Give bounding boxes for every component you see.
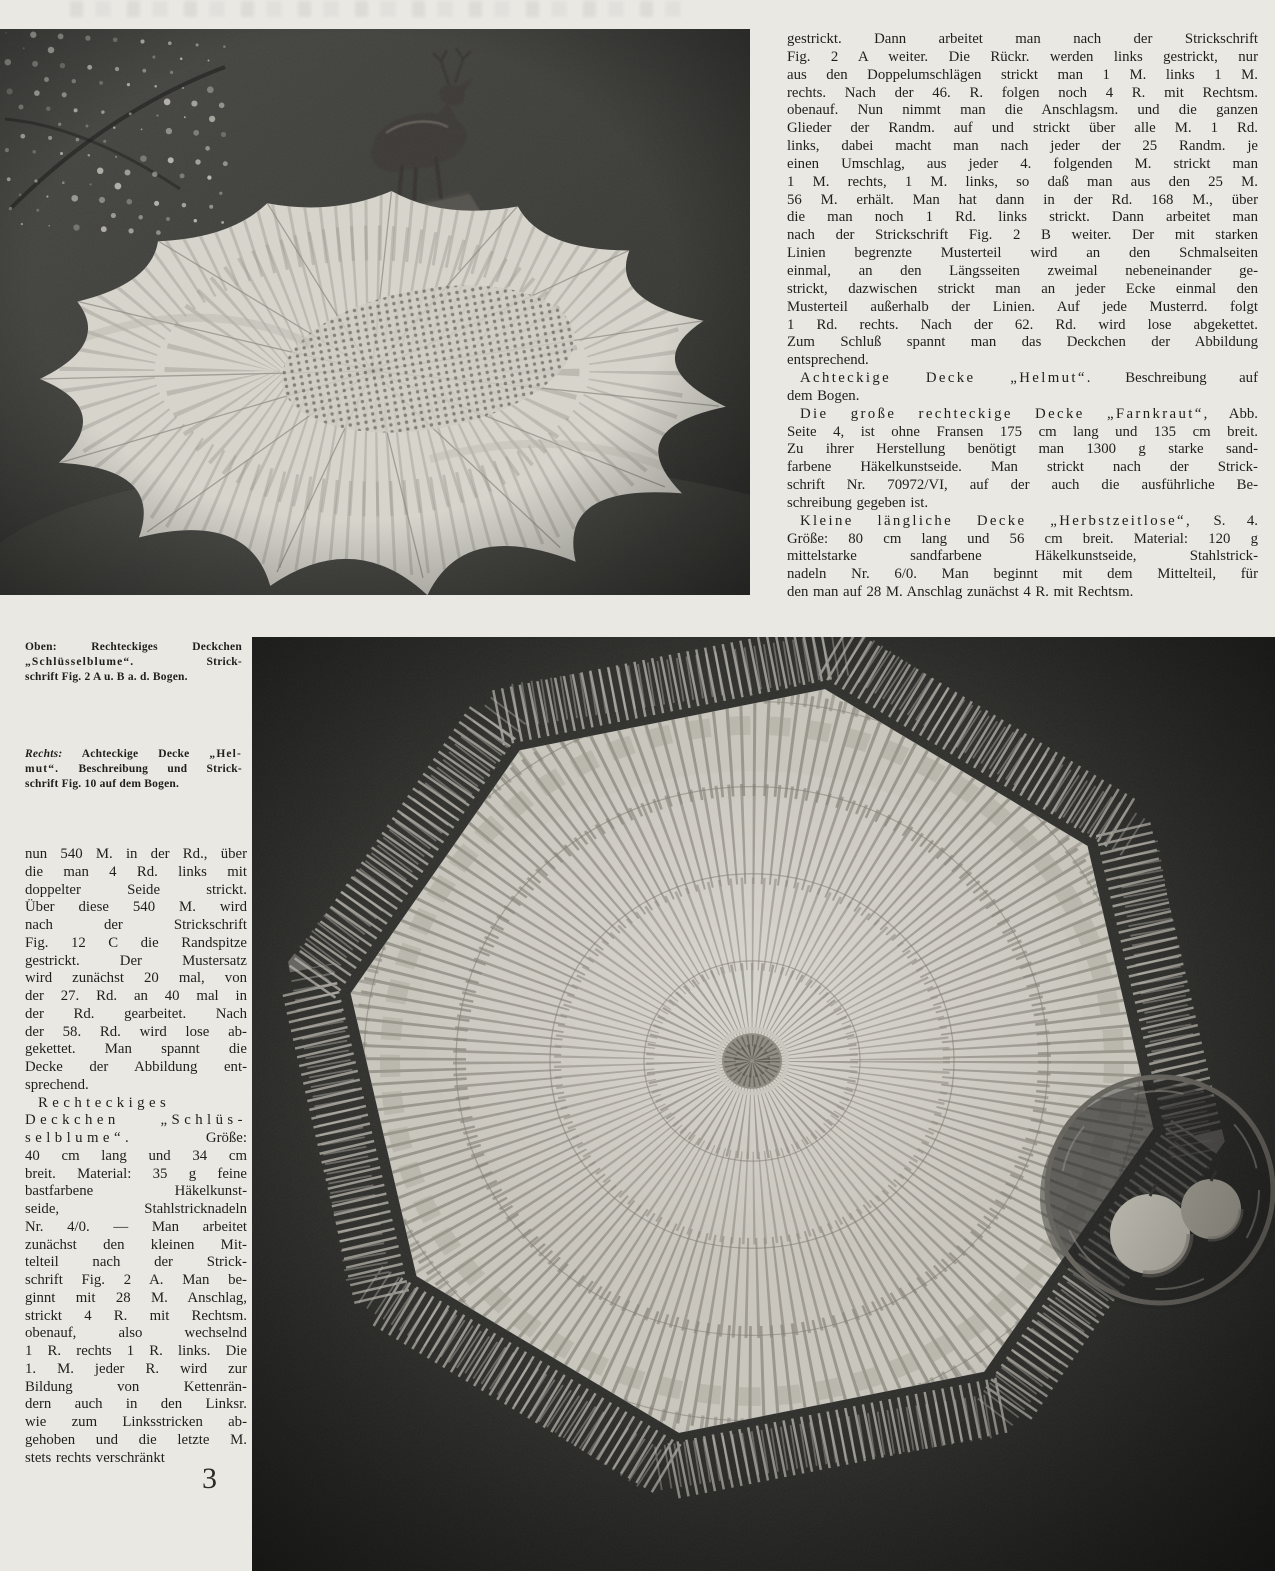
letterspaced-text: mut“. bbox=[25, 763, 60, 775]
text-line: rechts. Nach der 46. R. folgen noch 4 R. mit Rechtsm. bbox=[787, 84, 1258, 101]
photo-doily-schluesselblume bbox=[0, 29, 750, 595]
text-line: gekettet. Man spannt die bbox=[25, 1041, 247, 1058]
text-line: wird zunächst 20 mal, von bbox=[25, 970, 247, 987]
text-line bbox=[25, 1112, 247, 1130]
text-line: Nr. 4/0. — Man arbeitet bbox=[25, 1218, 247, 1235]
text-line: obenauf. Nun nimmt man die Anschlagsm. und die ganzen bbox=[787, 102, 1258, 119]
text-line: Musterteil außerhalb der Linien. Auf jede Musterrd. folgt bbox=[787, 298, 1258, 315]
text-line: Kleine längliche Decke „Herbstzeitlose“, S. 4. bbox=[800, 512, 1258, 529]
text-line: der 58. Rd. wird lose ab- bbox=[25, 1023, 247, 1040]
text-line: Größe: 80 cm lang und 56 cm breit. Material: 120 g bbox=[787, 530, 1258, 547]
text-line: aus den Doppelumschlägen strickt man 1 M. links 1 M. bbox=[787, 66, 1258, 83]
text-line: gehoben und die letzte M. bbox=[25, 1431, 247, 1448]
text-line: 1. M. jeder R. wird zur bbox=[25, 1360, 247, 1377]
print-bleed-smudge bbox=[70, 1, 690, 17]
text-line: schrift Nr. 70972/VI, auf der auch die ausführliche Be- bbox=[787, 477, 1258, 494]
text-line: nach der Strickschrift Fig. 2 B weiter. Der mit starken bbox=[787, 227, 1258, 244]
text-line: einen Umschlag, aus jeder 4. folgenden M. strickt man bbox=[787, 155, 1258, 172]
text-line: bastfarbene Häkelkunst- bbox=[25, 1183, 247, 1200]
text-line: 1 Rd. rechts. Nach der 62. Rd. wird lose abgekettet. bbox=[787, 316, 1258, 333]
text-line: gestrickt. Der Mustersatz bbox=[25, 952, 247, 969]
text-line: wie zum Linksstricken ab- bbox=[25, 1414, 247, 1430]
letterspaced-text: Kleine längliche Decke „Herbstzeitlose“, bbox=[800, 512, 1193, 529]
text-line: Oben: Rechteckiges Deckchen bbox=[25, 641, 242, 653]
paragraph bbox=[25, 1095, 247, 1468]
text-line: die man 4 Rd. links mit bbox=[25, 863, 247, 880]
text-line: 1 R. rechts 1 R. links. Die bbox=[25, 1343, 247, 1359]
right-text-column bbox=[787, 31, 1258, 602]
text-line: „Schlüsselblume“. Strick- bbox=[25, 656, 242, 668]
text-line: 1 M. rechts, 1 M. links, so daß man aus den 25 M. bbox=[787, 173, 1258, 190]
text-line: Seite 4, ist ohne Fransen 175 cm lang und 135 cm breit. bbox=[787, 423, 1258, 440]
text-line: farbene Häkelkunstseide. Man strickt nach der Strick- bbox=[787, 459, 1258, 476]
photo-doily-helmut bbox=[252, 637, 1275, 1571]
text-line: einmal, an den Längsseiten zweimal nebeneinander ge- bbox=[787, 262, 1258, 279]
text-line: Fig. 2 A weiter. Die Rückr. werden links gestrickt, nur bbox=[787, 48, 1258, 65]
text-line: nun 540 M. in der Rd., über bbox=[25, 846, 247, 862]
text-line: Fig. 12 C die Randspitze bbox=[25, 934, 247, 951]
text-line: Zu ihrer Herstellung benötigt man 1300 g starke sand- bbox=[787, 441, 1258, 458]
text-line: schreibung gegeben ist. bbox=[787, 494, 929, 511]
text-line: gestrickt. Dann arbeitet man nach der Strickschrift bbox=[787, 31, 1258, 47]
letterspaced-text: Rechteckiges bbox=[38, 1094, 171, 1111]
paragraph bbox=[25, 846, 247, 1095]
text-line: stets rechts verschränkt bbox=[25, 1449, 165, 1466]
letterspaced-text: selblume“. bbox=[25, 1130, 134, 1146]
text-line: selblume“. Größe: bbox=[25, 1130, 247, 1146]
text-line: nadeln Nr. 6/0. Man beginnt mit dem Mittelteil, für bbox=[787, 566, 1258, 583]
text-line: schrift Fig. 10 auf dem Bogen. bbox=[25, 778, 180, 790]
paragraph bbox=[787, 513, 1258, 602]
text-line: schrift Fig. 2 A. Man be- bbox=[25, 1272, 247, 1288]
text-line: der Rd. gearbeitet. Nach bbox=[25, 1005, 247, 1022]
text-line: Über diese 540 M. wird bbox=[25, 899, 247, 916]
text-line: links, dabei macht man nach jeder der 25 Randm. je bbox=[787, 138, 1258, 155]
text-line: obenauf, also wechselnd bbox=[25, 1325, 247, 1342]
text-line: dem Bogen. bbox=[787, 387, 860, 404]
text-line: Glieder der Randm. auf und strickt über alle M. 1 Rd. bbox=[787, 120, 1258, 137]
text-line: schrift Fig. 2 A u. B a. d. Bogen. bbox=[25, 671, 188, 683]
text-line: dern auch in den Linksr. bbox=[25, 1396, 247, 1413]
text-line bbox=[25, 1095, 247, 1113]
letterspaced-text: „Schlüsselblume“. bbox=[25, 656, 135, 668]
left-text-column bbox=[25, 846, 247, 1467]
text-line: Die große rechteckige Decke „Farnkraut“, Abb. bbox=[800, 405, 1258, 422]
text-line: doppelter Seide strickt. bbox=[25, 881, 247, 898]
text-line: strickt, dazwischen strickt man an jeder Ecke einmal den bbox=[787, 280, 1258, 297]
text-line: die man noch 1 Rd. links strickt. Dann arbeitet man bbox=[787, 209, 1258, 226]
letterspaced-text: Die große rechteckige Decke „Farnkraut“, bbox=[800, 405, 1210, 422]
text-line: ginnt mit 28 M. Anschlag, bbox=[25, 1289, 247, 1306]
text-line: seide, Stahlstricknadeln bbox=[25, 1201, 247, 1217]
caption-rechts bbox=[25, 747, 242, 792]
text-line: der 27. Rd. an 40 mal in bbox=[25, 988, 247, 1004]
letterspaced-text: „Hel- bbox=[209, 748, 242, 760]
text-line: mittelstarke sandfarbene Häkelkunstseide, Stahlstrick- bbox=[787, 548, 1258, 565]
page-number: 3 bbox=[202, 1462, 217, 1495]
text-line: Bildung von Kettenrän- bbox=[25, 1378, 247, 1395]
letterspaced-text: Achteckige Decke „Helmut“. bbox=[800, 370, 1093, 387]
text-line: Achteckige Decke „Helmut“. Beschreibung auf bbox=[800, 370, 1258, 387]
text-line: den man auf 28 M. Anschlag zunächst 4 R. mit Rechtsm. bbox=[787, 584, 1134, 601]
letterspaced-text: Deckchen „Schlüs- bbox=[25, 1112, 247, 1129]
paragraph bbox=[787, 31, 1258, 370]
text-line: nach der Strickschrift bbox=[25, 917, 247, 933]
italic-text: Rechts: bbox=[25, 748, 63, 760]
text-line: Rechts: Achteckige Decke „Hel- bbox=[25, 748, 242, 760]
text-line: 40 cm lang und 34 cm bbox=[25, 1147, 247, 1164]
text-line: Decke der Abbildung ent- bbox=[25, 1059, 247, 1075]
text-line: mut“. Beschreibung und Strick- bbox=[25, 763, 242, 775]
text-line: strickt 4 R. mit Rechtsm. bbox=[25, 1307, 247, 1324]
text-line: Linien begrenzte Musterteil wird an den Schmalseiten bbox=[787, 245, 1258, 262]
text-line: 56 M. erhält. Man hat dann in der Rd. 168 M., über bbox=[787, 191, 1258, 208]
text-line: entsprechend. bbox=[787, 352, 869, 369]
caption-oben bbox=[25, 640, 242, 685]
paragraph bbox=[787, 406, 1258, 513]
text-line: Zum Schluß spannt man das Deckchen der Abbildung bbox=[787, 334, 1258, 351]
paragraph bbox=[787, 370, 1258, 406]
octagon-doily-photo-illustration bbox=[252, 637, 1275, 1571]
text-line: sprechend. bbox=[25, 1076, 89, 1093]
doily-photo-illustration bbox=[0, 29, 750, 595]
text-line: zunächst den kleinen Mit- bbox=[25, 1236, 247, 1253]
text-line: telteil nach der Strick- bbox=[25, 1254, 247, 1271]
text-line: breit. Material: 35 g feine bbox=[25, 1165, 247, 1182]
